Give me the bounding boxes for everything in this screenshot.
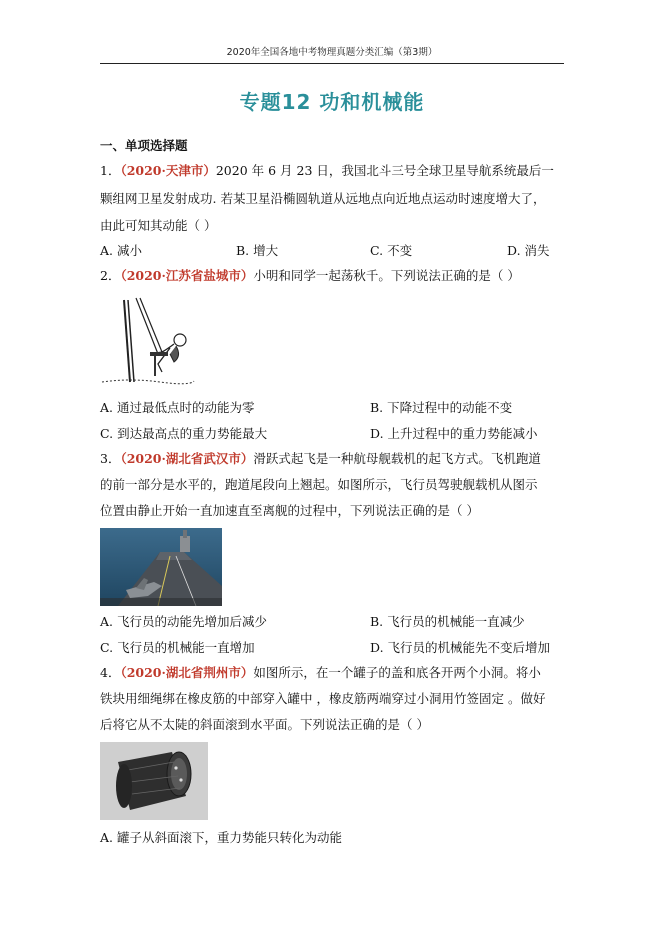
q3-option-a: A. 飞行员的动能先增加后减少 bbox=[100, 614, 267, 629]
question-text: 小明和同学一起荡秋千。下列说法正确的是（ ） bbox=[253, 268, 520, 283]
question-number: 1． bbox=[100, 163, 121, 178]
question-4-line-1 bbox=[100, 665, 570, 681]
q1-option-d: D. 消失 bbox=[507, 243, 550, 258]
q4-option-a: A. 罐子从斜面滚下，重力势能只转化为动能 bbox=[100, 830, 342, 845]
aircraft-carrier-photo bbox=[100, 528, 222, 606]
question-1-line-1 bbox=[100, 163, 570, 179]
page-title: 专题12 功和机械能 bbox=[239, 90, 425, 114]
question-4-line-2: 铁块用细绳绑在橡皮筋的中部穿入罐中 ，橡皮筋两端穿过小洞用竹签固定 。做好 bbox=[100, 691, 546, 706]
question-source: （2020·天津市） bbox=[120, 163, 216, 178]
page-header: 2020年全国各地中考物理真题分类汇编（第3期） bbox=[226, 47, 438, 58]
question-text: 滑跃式起飞是一种航母舰载机的起飞方式。飞机跑道 bbox=[253, 451, 541, 466]
question-source: （2020·湖北省荆州市） bbox=[120, 665, 254, 680]
question-1-line-2: 颗组网卫星发射成功. 若某卫星沿椭圆轨道从远地点向近地点运动时速度增大了， bbox=[100, 191, 546, 206]
q2-option-b: B. 下降过程中的动能不变 bbox=[370, 400, 513, 415]
q2-option-d: D. 上升过程中的重力势能减小 bbox=[370, 426, 538, 441]
question-number: 3． bbox=[100, 451, 121, 466]
q3-option-b: B. 飞行员的机械能一直减少 bbox=[370, 614, 525, 629]
q1-option-a: A. 减小 bbox=[100, 243, 142, 258]
question-source: （2020·江苏省盐城市） bbox=[120, 268, 254, 283]
question-3-line-1 bbox=[100, 451, 570, 467]
question-number: 4． bbox=[100, 665, 121, 680]
q3-option-d: D. 飞行员的机械能先不变后增加 bbox=[370, 640, 551, 655]
q1-option-b: B. 增大 bbox=[236, 243, 279, 258]
question-1-line-3: 由此可知其动能（ ） bbox=[100, 218, 217, 233]
swing-figure bbox=[100, 296, 195, 386]
header-rule bbox=[100, 63, 564, 64]
q1-option-c: C. 不变 bbox=[370, 243, 413, 258]
question-2-line-1 bbox=[100, 268, 570, 284]
rolling-can-photo bbox=[100, 742, 208, 820]
question-3-line-2: 的前一部分是水平的，跑道尾段向上翘起。如图所示，飞行员驾驶舰载机从图示 bbox=[100, 477, 538, 492]
question-text: 2020 年 6 月 23 日，我国北斗三号全球卫星导航系统最后一 bbox=[215, 163, 554, 178]
q3-option-c: C. 飞行员的机械能一直增加 bbox=[100, 640, 255, 655]
q2-option-a: A. 通过最低点时的动能为零 bbox=[100, 400, 255, 415]
question-number: 2． bbox=[100, 268, 121, 283]
question-3-line-3: 位置由静止开始一直加速直至离舰的过程中，下列说法正确的是（ ） bbox=[100, 503, 479, 518]
section-title: 一、单项选择题 bbox=[100, 138, 188, 153]
question-source: （2020·湖北省武汉市） bbox=[120, 451, 254, 466]
question-text: 如图所示，在一个罐子的盖和底各开两个小洞。将小 bbox=[253, 665, 541, 680]
question-4-line-3: 后将它从不太陡的斜面滚到水平面。下列说法正确的是（ ） bbox=[100, 717, 429, 732]
q2-option-c: C. 到达最高点的重力势能最大 bbox=[100, 426, 268, 441]
